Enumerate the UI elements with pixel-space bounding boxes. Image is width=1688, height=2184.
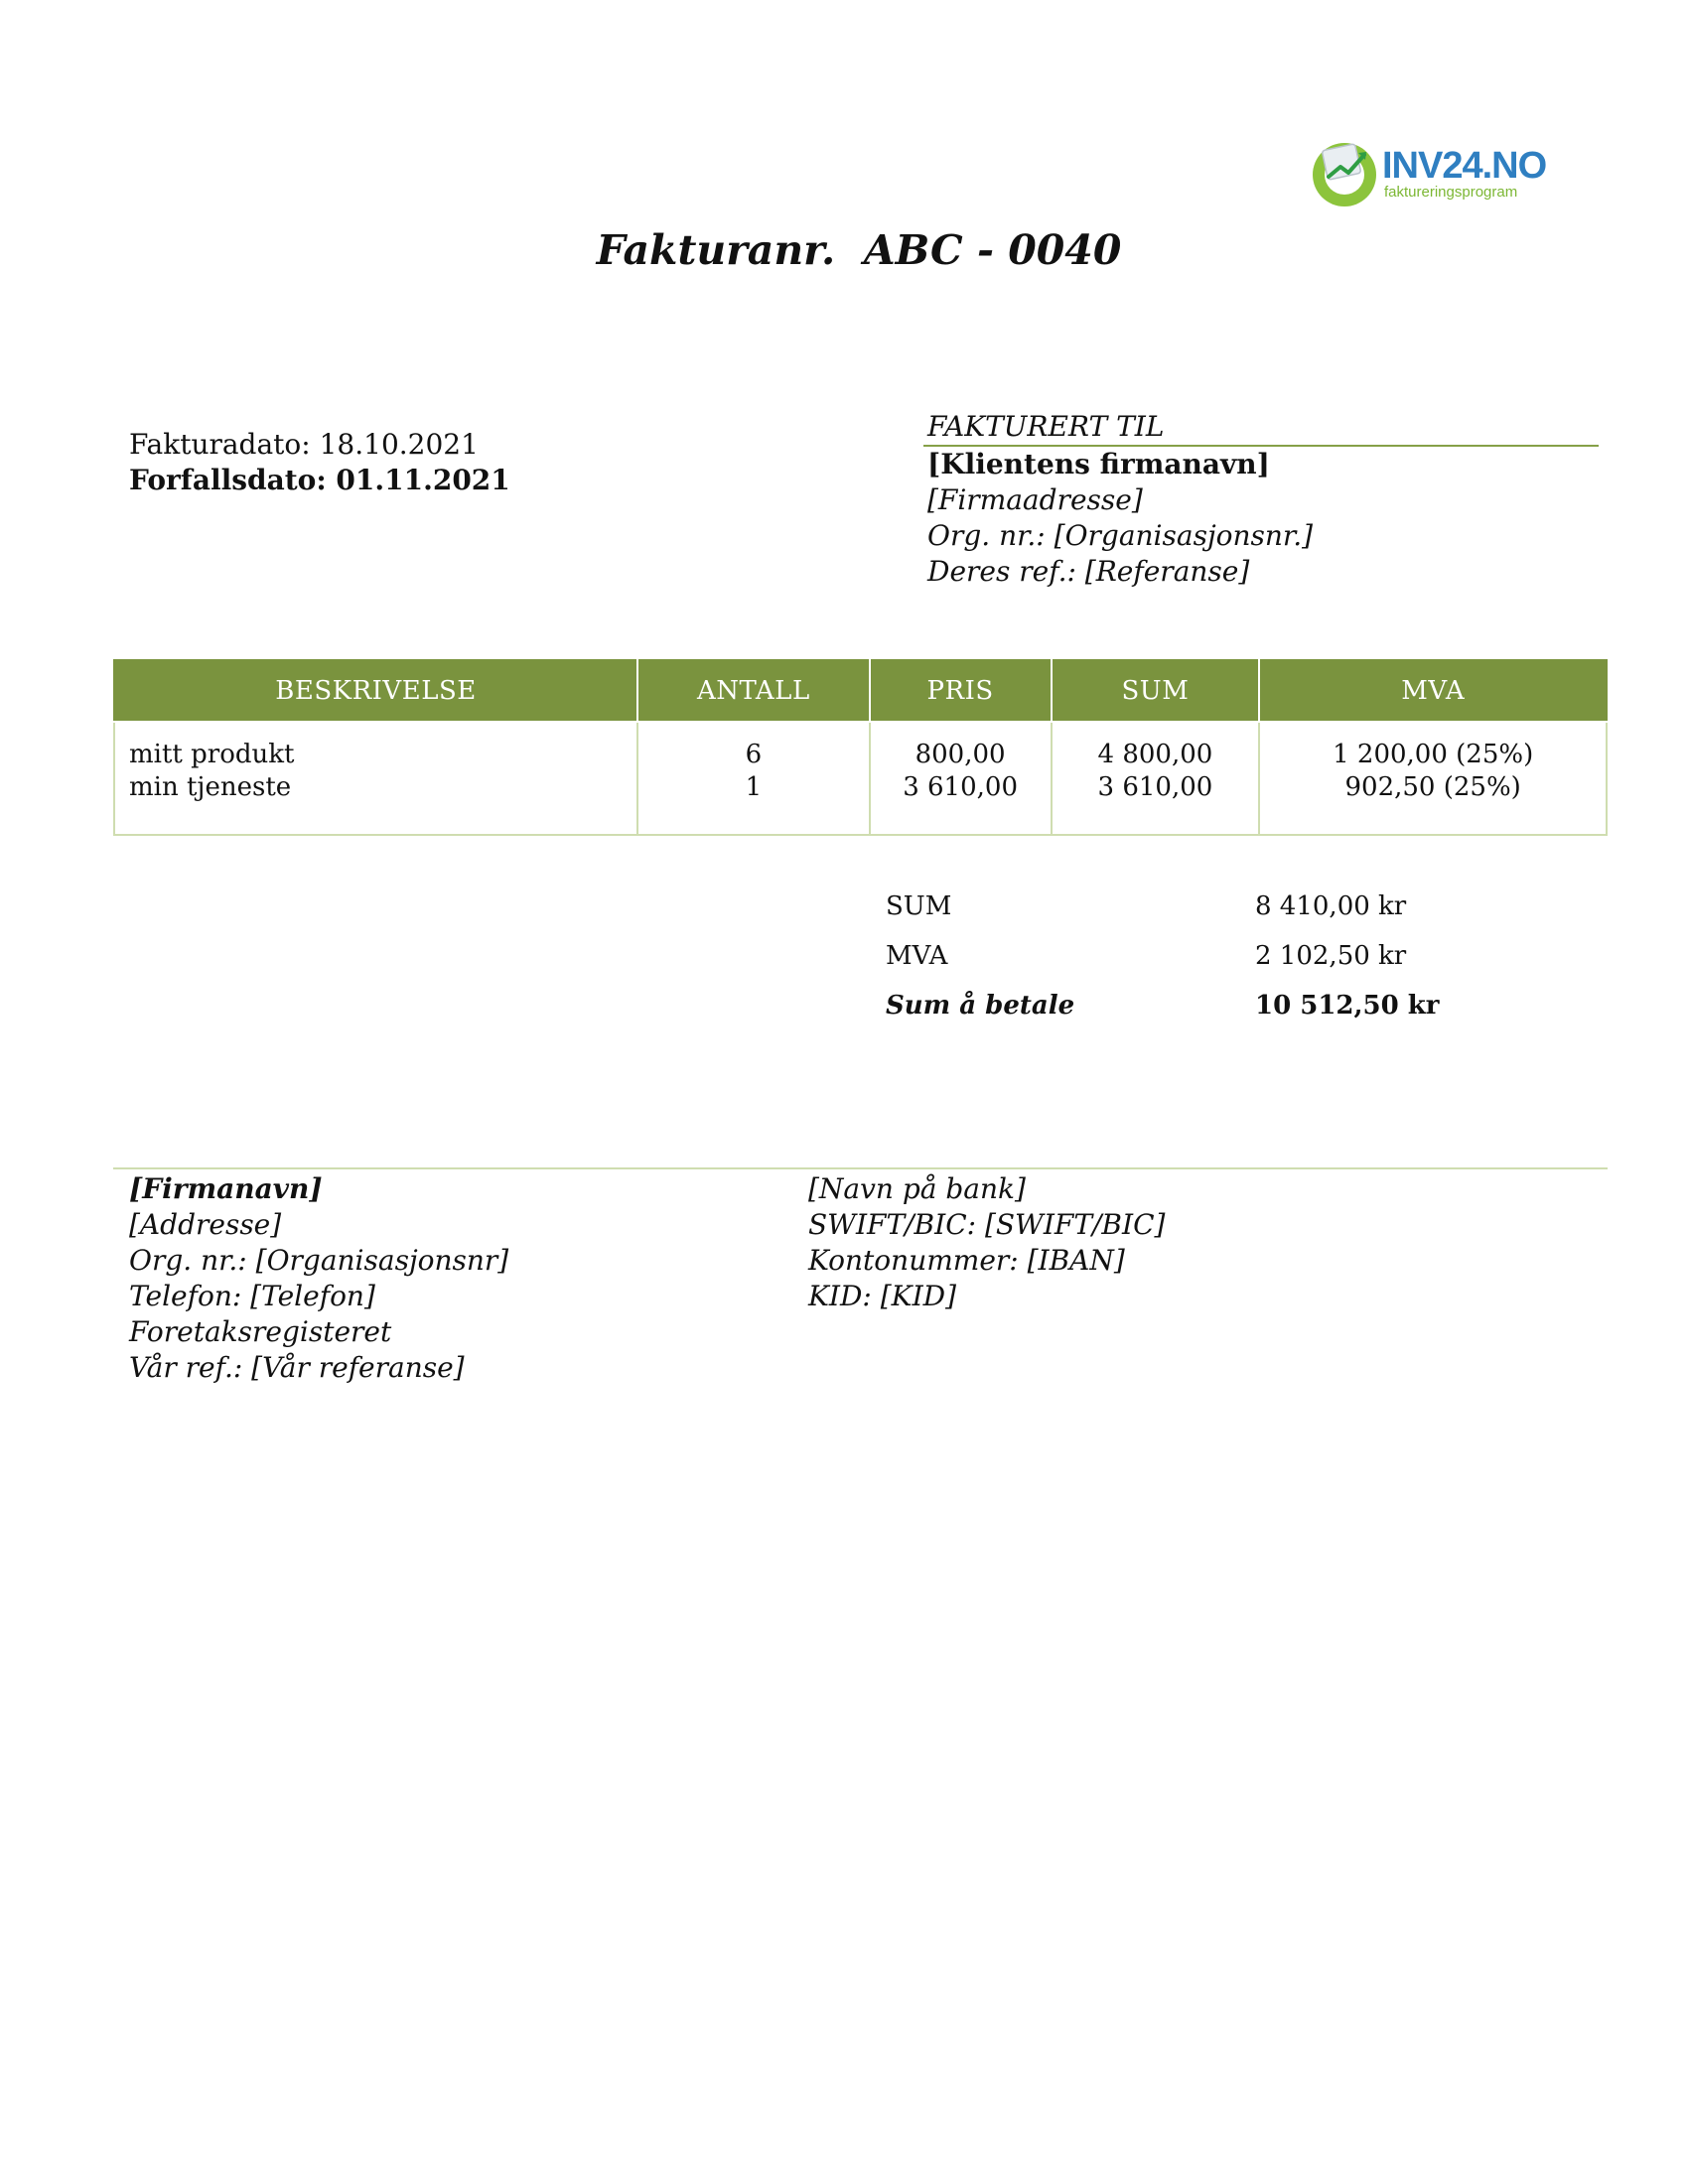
quantity-cell: [637, 722, 870, 835]
totals-vat-value: 2 102,50 kr: [1255, 941, 1407, 971]
totals-sum-value: 8 410,00 kr: [1255, 891, 1407, 921]
item-description: mitt produkt: [129, 740, 295, 769]
company-phone: Telefon: [Telefon]: [129, 1280, 375, 1312]
billed-to-heading: FAKTURERT TIL: [923, 409, 1599, 447]
total-due-label: Sum å betale: [886, 991, 1075, 1021]
bank-info: [808, 1171, 1165, 1314]
item-price: 3 610,00: [903, 772, 1018, 802]
footer-divider: [113, 1167, 1608, 1169]
column-header-vat: MVA: [1259, 660, 1607, 722]
column-header-price: PRIS: [870, 660, 1052, 722]
vat-cell: [1259, 722, 1607, 835]
bank-name: [Navn på bank]: [808, 1172, 1026, 1205]
logo-emblem-icon: [1309, 137, 1380, 208]
bank-swift: SWIFT/BIC: [SWIFT/BIC]: [808, 1208, 1166, 1241]
client-address: [Firmaadresse]: [927, 483, 1143, 516]
invoice-dates: [129, 427, 510, 498]
table-row: [114, 722, 1607, 835]
totals-sum-label: SUM: [886, 891, 952, 921]
bank-account: Kontonummer: [IBAN]: [808, 1244, 1125, 1277]
totals-vat-label: MVA: [886, 941, 948, 971]
our-reference: Vår ref.: [Vår referanse]: [129, 1351, 465, 1384]
price-cell: [870, 722, 1052, 835]
inv24-logo: [1309, 137, 1547, 212]
client-name: [Klientens firmanavn]: [927, 448, 1270, 480]
total-due-value: 10 512,50 kr: [1255, 991, 1440, 1021]
company-name: [Firmanavn]: [129, 1172, 323, 1205]
client-reference: Deres ref.: [Referanse]: [927, 555, 1250, 588]
company-info: [129, 1171, 508, 1386]
column-header-sum: SUM: [1052, 660, 1260, 722]
column-header-quantity: ANTALL: [637, 660, 870, 722]
logo-title-no: .NO: [1481, 145, 1547, 187]
logo-subtitle: faktureringsprogram: [1384, 184, 1518, 201]
item-quantity: 6: [745, 740, 763, 769]
invoice-items-table: [113, 659, 1608, 836]
due-date: Forfallsdato: 01.11.2021: [129, 464, 510, 496]
billed-to-details: [923, 447, 1599, 590]
item-price: 800,00: [914, 740, 1006, 769]
logo-title-inv24: INV24: [1382, 145, 1482, 187]
item-vat: 1 200,00 (25%): [1333, 740, 1534, 769]
column-header-description: BESKRIVELSE: [114, 660, 637, 722]
bank-kid: KID: [KID]: [808, 1280, 957, 1312]
company-address: [Addresse]: [129, 1208, 282, 1241]
table-header-row: [114, 660, 1607, 722]
item-vat: 902,50 (25%): [1344, 772, 1521, 802]
item-sum: 4 800,00: [1097, 740, 1213, 769]
invoice-date: Fakturadato: 18.10.2021: [129, 428, 479, 461]
billed-to-block: [923, 409, 1599, 590]
client-org-nr: Org. nr.: [Organisasjonsnr.]: [927, 519, 1314, 552]
sum-cell: [1052, 722, 1260, 835]
company-org-nr: Org. nr.: [Organisasjonsnr]: [129, 1244, 509, 1277]
logo-title: [1382, 147, 1546, 185]
item-sum: 3 610,00: [1097, 772, 1213, 802]
item-description: min tjeneste: [129, 772, 292, 802]
description-cell: [114, 722, 637, 835]
company-register: Foretaksregisteret: [129, 1315, 392, 1348]
invoice-title: Fakturanr. ABC - 0040: [596, 226, 1122, 274]
item-quantity: 1: [745, 772, 763, 802]
